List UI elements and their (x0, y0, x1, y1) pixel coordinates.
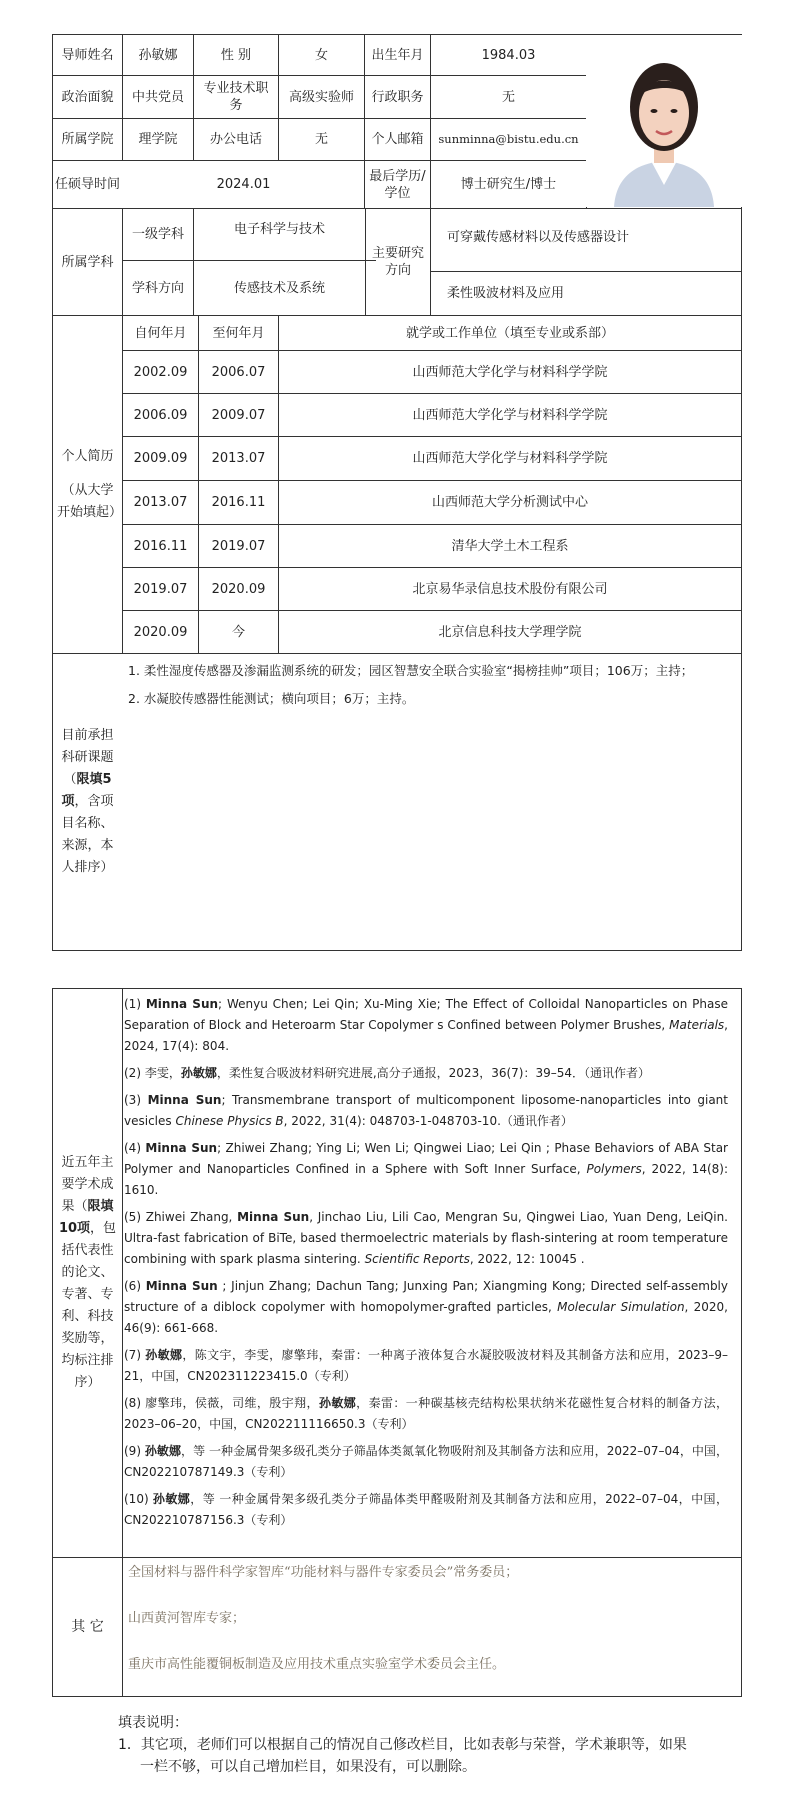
achievement-text: ，秦雷：一种碳基核壳结构松果状纳米花磁性复合材料的制备方法，2023–06–20，中国，CN202211116650.3（专利） (124, 1396, 728, 1431)
achievements-label-a: 近五年主要学术成果（ (61, 1155, 114, 1214)
achievement-citation: , 2020, 46(9): 661-668. (124, 1300, 728, 1335)
achievement-author-highlight: Minna Sun (237, 1210, 310, 1224)
email-label: 个人邮箱 (371, 132, 424, 147)
achievement-item (124, 994, 728, 1057)
projects-label-b: 限填5项 (61, 772, 112, 809)
resume-to: 2019.07 (211, 538, 266, 554)
achievement-item (124, 1489, 728, 1531)
achievement-text: ; Wenyu Chen; Lei Qin; Xu-Ming Xie; The Effect of Colloidal Nanoparticles on Phase Separation of Block and Heteroarm Star Copolymer s Confined between Polymer Brushes, (124, 997, 729, 1032)
achievement-author-highlight: 孙敏娜 (318, 1396, 357, 1410)
projects-label-a: 目前承担科研课题（ (61, 728, 114, 787)
degree-value: 博士研究生/博士 (460, 177, 557, 192)
achievement-journal: Chinese Physics B (175, 1114, 284, 1128)
resume-note: （从大学开始填起） (57, 482, 123, 520)
birth-value: 1984.03 (481, 47, 536, 63)
achievement-journal: Molecular Simulation (557, 1300, 685, 1314)
projects-content (128, 660, 736, 717)
achievement-number: (7) (124, 1348, 146, 1362)
project-item-2: 2. 水凝胶传感器性能测试；横向项目；6万；主持。 (128, 691, 415, 706)
achievement-item (124, 1090, 728, 1132)
achievement-author-highlight: 孙敏娜 (144, 1444, 182, 1458)
resume-from: 2006.09 (133, 407, 188, 423)
resume-unit: 山西师范大学化学与材料科学学院 (412, 364, 608, 380)
resume-to: 今 (231, 624, 245, 640)
other-item-1: 全国材料与器件科学家智库“功能材料与器件专家委员会”常务委员； (128, 1565, 519, 1580)
political-value: 中共党员 (131, 89, 184, 105)
achievement-author-highlight: 孙敏娜 (152, 1492, 191, 1506)
admin-label: 行政职务 (371, 89, 424, 105)
achievement-author-highlight: Minna Sun (145, 1279, 218, 1293)
project-item-1: 1. 柔性湿度传感器及渗漏监测系统的研发；园区智慧安全联合实验室“揭榜挂帅”项目；106万；主持； (128, 663, 694, 678)
title-value: 高级实验师 (288, 89, 354, 105)
portrait-avatar (586, 35, 742, 207)
achievement-citation: , 2024, 17(4): 804. (124, 1018, 728, 1053)
name-label: 导师姓名 (61, 47, 114, 63)
resume-unit: 山西师范大学分析测试中心 (431, 495, 588, 510)
direction-value: 传感技术及系统 (233, 280, 325, 296)
resume-to: 2013.07 (211, 451, 266, 466)
portrait-photo (586, 35, 742, 207)
research-2: 柔性吸波材料及应用 (447, 286, 565, 301)
projects-label (53, 654, 122, 950)
resume-unit: 清华大学土木工程系 (451, 538, 569, 554)
achievement-text: ; Jinjun Zhang; Dachun Tang; Junxing Pan; Xiangming Kong; Directed self-assembly structure of a diblock copolymer with homopolymer-grafted particles, (124, 1279, 728, 1314)
resume-from: 2009.09 (133, 451, 188, 466)
achievement-number: (2) 李雯， (124, 1066, 181, 1080)
resume-from: 2020.09 (133, 624, 188, 640)
footer-note: 1．其它项，老师们可以根据自己的情况自己修改栏目，比如表彰与荣誉，学术兼职等，如果一栏不够，可以自己增加栏目，如果没有，可以删除。 (118, 1737, 687, 1775)
achievement-item (124, 1393, 728, 1435)
resume-to: 2016.11 (211, 495, 266, 510)
direction-label: 学科方向 (131, 280, 184, 296)
achievement-number: (10) (124, 1492, 153, 1506)
other-item-2: 山西黄河智库专家； (128, 1611, 246, 1626)
achievement-item (124, 1441, 728, 1483)
achievement-author-highlight: Minna Sun (147, 1093, 222, 1107)
achievement-text: ，等 一种金属骨架多级孔类分子筛晶体类氮氧化物吸附剂及其制备方法和应用，2022–07–04，中国，CN202210787149.3（专利） (124, 1444, 728, 1479)
resume-unit: 北京信息科技大学理学院 (438, 624, 582, 640)
resume-from: 2019.07 (133, 581, 188, 597)
resume-from: 2002.09 (133, 364, 188, 380)
appoint-label: 任硕导时间 (54, 177, 120, 192)
phone-label: 办公电话 (209, 132, 262, 147)
footer-heading: 填表说明： (118, 1715, 188, 1731)
achievement-author-highlight: Minna Sun (145, 1141, 218, 1155)
achievement-author-highlight: Minna Sun (145, 997, 219, 1011)
achievement-journal: Materials (669, 1018, 725, 1032)
achievement-journal: Scientific Reports (364, 1252, 470, 1266)
phone-value: 无 (314, 132, 328, 147)
discipline-label: 所属学科 (61, 254, 114, 270)
title-label: 专业技术职务 (203, 81, 269, 113)
first-discipline-value: 电子科学与技术 (233, 222, 325, 237)
resume-unit: 山西师范大学化学与材料科学学院 (412, 451, 608, 466)
achievement-text: ; Transmembrane transport of multicomponent liposome-nanoparticles into giant vesicles (124, 1093, 728, 1128)
achievement-item (124, 1063, 728, 1084)
achievement-number: (1) (124, 997, 146, 1011)
resume-to: 2020.09 (211, 581, 266, 597)
birth-label: 出生年月 (371, 47, 424, 63)
other-content (128, 1562, 728, 1676)
political-label: 政治面貌 (61, 89, 114, 105)
achievements-label-b: 限填10项 (58, 1199, 114, 1236)
achievements-label-c: ，包括代表性的论文、专著、专利、科技奖励等，均标注排序） (61, 1221, 117, 1390)
resume-to: 2009.07 (211, 407, 266, 423)
other-label: 其 它 (71, 1618, 104, 1635)
research-1: 可穿戴传感材料以及传感器设计 (447, 230, 630, 245)
achievement-number: (3) (124, 1093, 148, 1107)
achievement-text: ，陈文宇，李雯，廖擎玮，秦雷：一种离子液体复合水凝胶吸波材料及其制备方法和应用，2023–9–21，中国，CN202311223415.0（专利） (124, 1348, 728, 1383)
col-from: 自何年月 (134, 325, 187, 341)
resume-from: 2013.07 (133, 495, 188, 510)
college-value: 理学院 (138, 132, 178, 147)
achievement-number: (6) (124, 1279, 146, 1293)
admin-value: 无 (501, 89, 515, 105)
projects-label-c: ，含项目名称、来源，本人排序） (61, 794, 114, 875)
resume-label: 个人简历 (61, 448, 114, 464)
resume-unit: 山西师范大学化学与材料科学学院 (412, 407, 608, 423)
achievement-citation: , 2022, 31(4): 048703-1-048703-10.（通讯作者） (283, 1114, 573, 1128)
appoint-value: 2024.01 (216, 177, 271, 192)
achievement-item (124, 1276, 728, 1339)
achievements-list (124, 994, 728, 1537)
resume-from: 2016.11 (133, 538, 188, 554)
achievement-author-highlight: 孙敏娜 (180, 1066, 217, 1080)
research-label: 主要研究方向 (371, 246, 424, 278)
achievement-item (124, 1207, 728, 1270)
col-to: 至何年月 (212, 325, 265, 341)
footer-notes (118, 1712, 688, 1778)
resume-unit: 北京易华录信息技术股份有限公司 (412, 581, 608, 597)
achievement-item (124, 1345, 728, 1387)
achievement-text: , Jinchao Liu, Lili Cao, Mengran Su, Qingwei Liao, Yuan Deng, LeiQin. Ultra-fast fabrication of BiTe, based thermoelectric materials by flash-sintering at room temperature combining with spark plasma sintering. (124, 1210, 728, 1266)
resume-label-cell (53, 316, 122, 653)
gender-value: 女 (314, 47, 328, 63)
first-discipline-label: 一级学科 (131, 227, 184, 242)
achievement-citation: , 2022, 14(8): 1610. (124, 1162, 728, 1197)
gender-label: 性 别 (220, 47, 252, 63)
achievement-text: ; Zhiwei Zhang; Ying Li; Wen Li; Qingwei Liao; Lei Qin ; Phase Behaviors of ABA Star Polymer and Nanoparticles Confined in a Sphere with Soft Inner Surface, (124, 1141, 728, 1176)
achievement-number: (4) (124, 1141, 146, 1155)
degree-label: 最后学历/学位 (369, 168, 426, 201)
achievement-text: ，柔性复合吸波材料研究进展,高分子通报，2023，36(7)：39–54．（通讯作者） (216, 1066, 651, 1080)
achievement-author-highlight: 孙敏娜 (145, 1348, 183, 1362)
achievement-number: (5) Zhiwei Zhang, (124, 1210, 238, 1224)
achievement-item (124, 1138, 728, 1201)
resume-to: 2006.07 (211, 364, 266, 380)
achievement-number: (9) (124, 1444, 145, 1458)
other-item-3: 重庆市高性能覆铜板制造及应用技术重点实验室学术委员会主任。 (128, 1657, 506, 1672)
achievement-citation: , 2022, 12: 10045 . (469, 1252, 585, 1266)
achievement-text: ，等 一种金属骨架多级孔类分子筛晶体类甲醛吸附剂及其制备方法和应用，2022–07–04，中国，CN202210787156.3（专利） (124, 1492, 728, 1527)
col-unit: 就学或工作单位（填至专业或系部） (405, 325, 614, 341)
achievements-label (53, 989, 122, 1557)
achievement-journal: Polymers (586, 1162, 642, 1176)
email-value: sunminna@bistu.edu.cn (438, 132, 579, 146)
college-label: 所属学院 (61, 132, 114, 147)
name-value: 孙敏娜 (138, 47, 178, 63)
achievement-number: (8) 廖擎玮，侯薇，司维，殷宇翔， (124, 1396, 319, 1410)
